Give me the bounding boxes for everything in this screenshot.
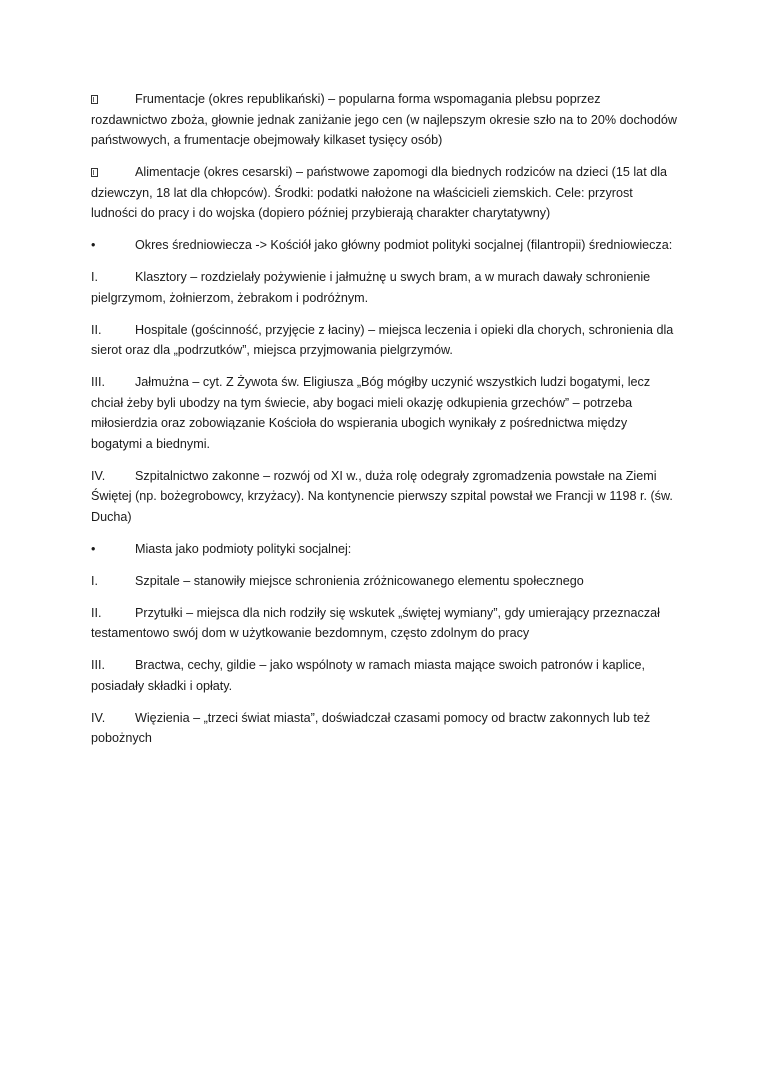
paragraph-marker: I. — [91, 573, 98, 588]
paragraph-marker: IV. — [91, 710, 106, 725]
paragraph-przytulki — [91, 603, 679, 644]
paragraph-marker: III. — [91, 375, 105, 389]
paragraph-text: Alimentacje (okres cesarski) – państwowe zapomogi dla biednych rodziców na dzieci (15 lat dla dziewczyn, 18 lat dla chłopców). Środki: podatki nałożone na właścicieli ziemskich. Cele: przyrost ludności do pracy i do wojska (dopiero później przybierają charakter charytatywny) — [91, 165, 667, 220]
paragraph-marker: II. — [91, 322, 102, 337]
paragraph-text: Szpitale – stanowiły miejsce schronienia zróżnicowanego elementu społecznego — [135, 573, 584, 588]
paragraph-marker: IV. — [91, 468, 106, 483]
missing-glyph-icon — [91, 95, 98, 104]
paragraph-bractwa — [91, 655, 679, 696]
paragraph-text: Miasta jako podmioty polityki socjalnej: — [135, 541, 352, 556]
paragraph-text: Frumentacje (okres republikański) – popularna forma wspomagania plebsu poprzez rozdawnictwo zboża, głownie jednak zaniżanie jego cen (w najlepszym okresie szło na to 20% dochodów państwowych, a frumentacje obejmowały kilkaset tysięcy osób) — [91, 92, 677, 147]
paragraph-marker: I. — [91, 270, 98, 284]
paragraph-marker: • — [91, 541, 96, 556]
paragraph-text: Klasztory – rozdzielały pożywienie i jałmużnę u swych bram, a w murach dawały schronienie pielgrzymom, żołnierzom, żebrakom i podróżnym. — [91, 270, 651, 305]
paragraph-text: Przytułki – miejsca dla nich rodziły się wskutek „świętej wymiany”, gdy umierający przeznaczał testamentowo swój dom w użytkowanie bezdomnym, często zdolnym do pracy — [91, 605, 660, 640]
missing-glyph-icon — [91, 168, 98, 177]
document-body — [91, 89, 679, 760]
paragraph-marker: III. — [91, 658, 105, 672]
paragraph-szpitalnictwo — [91, 466, 679, 528]
paragraph-marker: II. — [91, 605, 102, 620]
paragraph-hospitale — [91, 320, 679, 361]
paragraph-text: Bractwa, cechy, gildie – jako wspólnoty w ramach miasta mające swoich patronów i kaplice, posiadały składki i opłaty. — [91, 658, 646, 693]
paragraph-wiezienia — [91, 708, 679, 749]
paragraph-okres-sredniowiecza — [91, 235, 679, 256]
paragraph-text: Hospitale (gościnność, przyjęcie z łaciny) – miejsca leczenia i opieki dla chorych, schronienia dla sierot oraz dla „podrzutków”, miejsca przyjmowania pielgrzymów. — [91, 322, 674, 357]
paragraph-alimentacje — [91, 162, 679, 224]
paragraph-text: Okres średniowiecza -> Kościół jako główny podmiot polityki socjalnej (filantropii) średniowiecza: — [135, 238, 673, 252]
paragraph-text: Jałmużna – cyt. Z Żywota św. Eligiusza „Bóg mógłby uczynić wszystkich ludzi bogatymi, lecz chciał żeby byli ubodzy na tym świecie, aby bogaci mieli okazję odkupienia grzechów” – potrzeba miłosierdzia oraz zobowiązanie Kościoła do wspierania ubogich wynikały z pośrednictwa między bogatymi a biednymi. — [91, 375, 651, 451]
paragraph-text: Szpitalnictwo zakonne – rozwój od XI w., duża rolę odegrały zgromadzenia powstałe na Ziemi Świętej (np. bożegrobowcy, krzyżacy). Na kontynencie pierwszy szpital powstał we Francji w 1198 r. (św. Ducha) — [91, 468, 673, 524]
paragraph-marker — [91, 89, 135, 110]
paragraph-jalmuzna — [91, 372, 679, 454]
paragraph-klasztory — [91, 267, 679, 308]
paragraph-miasta — [91, 539, 679, 560]
paragraph-marker: • — [91, 238, 96, 252]
paragraph-marker — [91, 162, 135, 183]
paragraph-frumentacje — [91, 89, 679, 151]
paragraph-szpitale — [91, 571, 679, 592]
paragraph-text: Więzienia – „trzeci świat miasta”, doświadczał czasami pomocy od bractw zakonnych lub też pobożnych — [91, 710, 651, 745]
